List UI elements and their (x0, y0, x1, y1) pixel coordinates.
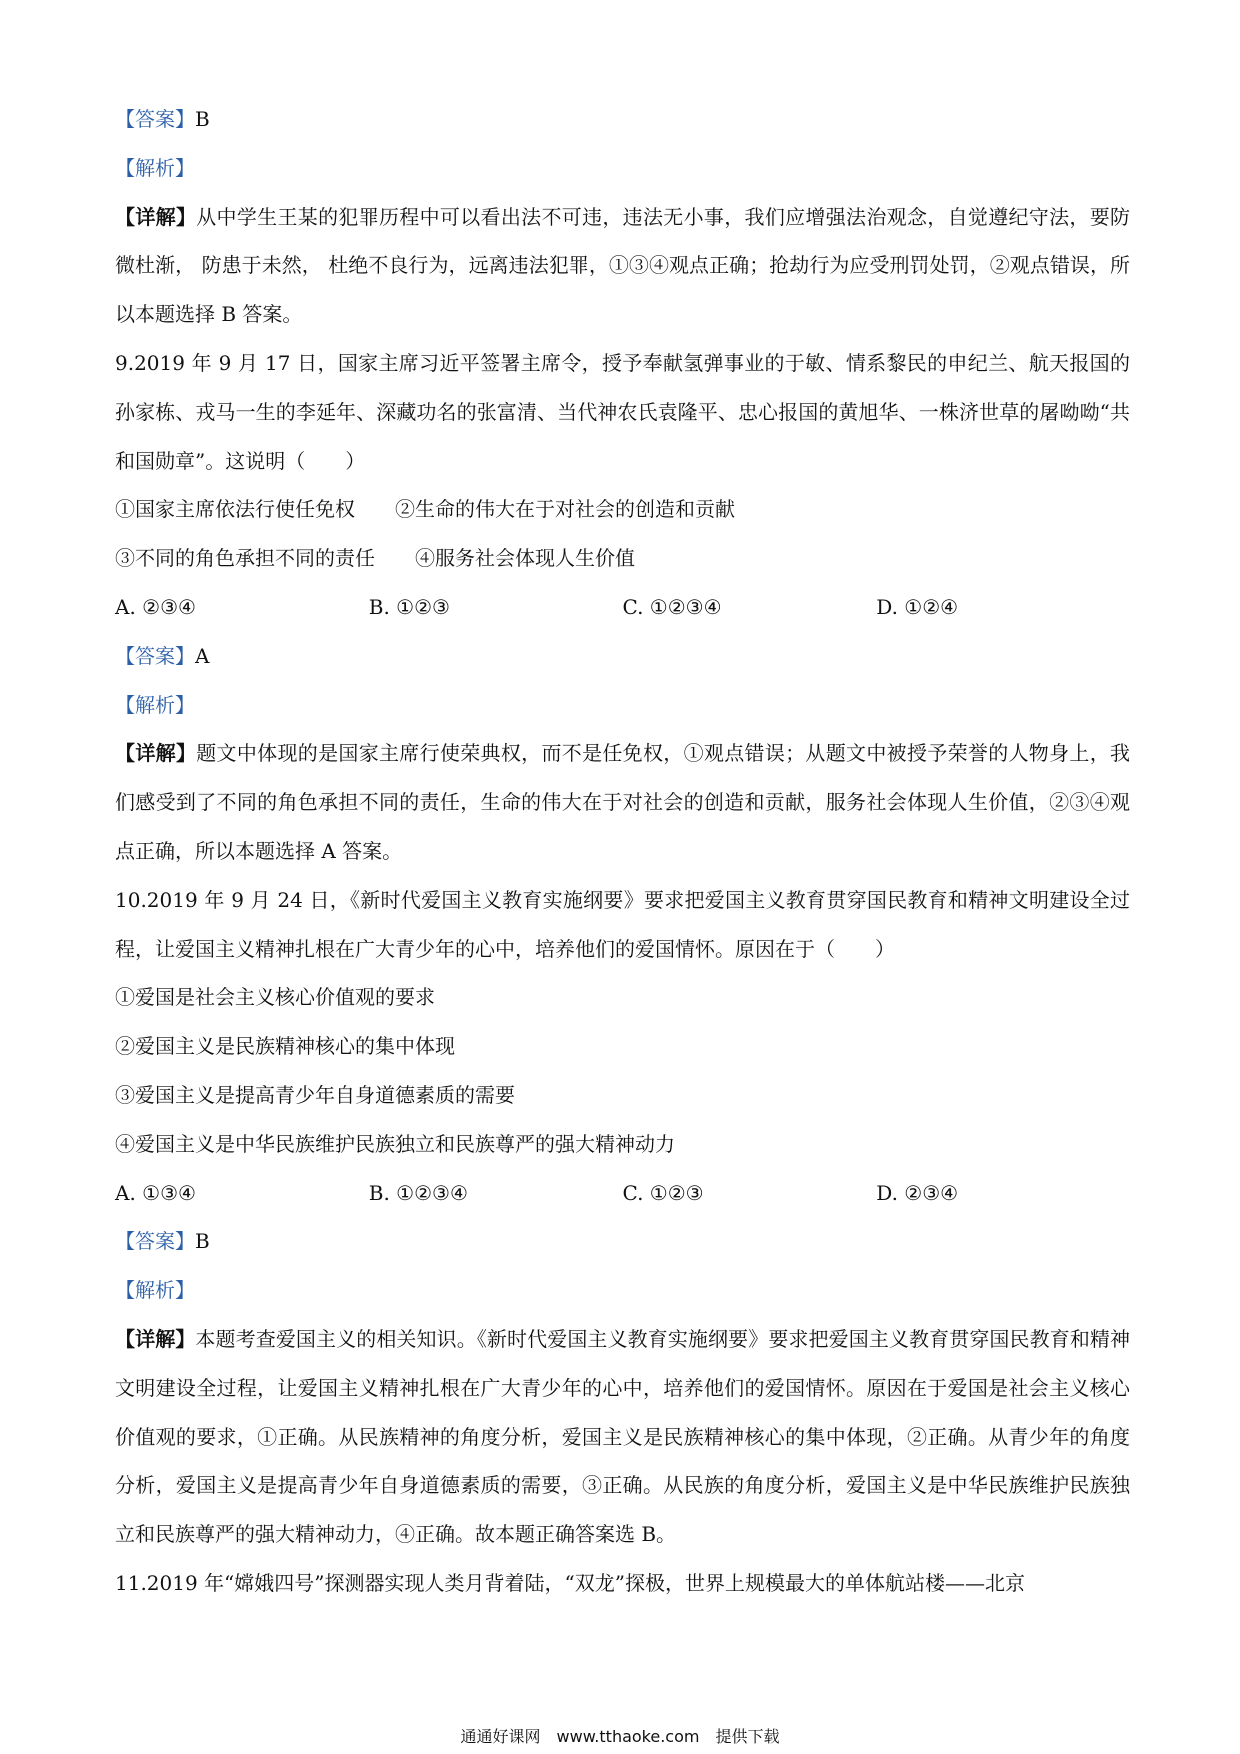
detail-text: 题文中体现的是国家主席行使荣典权，而不是任免权，①观点错误；从题文中被授予荣誉的人物身上，我们感受到了不同的角色承担不同的责任，生命的伟大在于对社会的创造和贡献，服务社会体现人生价值，②③④观点正确，所以本题选择 A 答案。 (115, 741, 1131, 863)
statement-line: ④爱国主义是中华民族维护民族独立和民族尊严的强大精神动力 (115, 1131, 675, 1156)
answer-line: 【答案】B (115, 107, 210, 131)
document-body (115, 95, 1130, 1608)
answer-options (115, 1169, 1130, 1218)
option-item: D. ①②④ (876, 594, 959, 619)
answer-line: 【答案】B (115, 1229, 210, 1254)
answer-value: B (195, 107, 210, 131)
analysis-label: 解析 (135, 692, 175, 717)
analysis-heading: 【解析】 (115, 155, 195, 180)
option-item: A. ①③④ (115, 1180, 196, 1205)
option-item: A. ②③④ (115, 594, 196, 619)
option-item: B. ①②③④ (368, 1180, 468, 1205)
answer-value: B (195, 1229, 210, 1254)
answer-label: 答案 (135, 643, 175, 668)
option-item: D. ②③④ (876, 1180, 959, 1205)
option-item: C. ①②③④ (622, 594, 722, 619)
detail-paragraph: 【详解】题文中体现的是国家主席行使荣典权，而不是任免权，①观点错误；从题文中被授予荣誉的人物身上，我们感受到了不同的角色承担不同的责任，生命的伟大在于对社会的创造和贡献，服务社会体现人生价值，②③④观点正确，所以本题选择 A 答案。 (115, 741, 1131, 863)
detail-text: 从中学生王某的犯罪历程中可以看出法不可违，违法无小事，我们应增强法治观念，自觉遵纪守法，要防微杜渐， 防患于未然， 杜绝不良行为，远离违法犯罪，①③④观点正确；抢劫行为应受刑罚处罚，②观点错误，所以本题选择 B 答案。 (115, 204, 1131, 327)
statement-line: ①国家主席依法行使任免权 ②生命的伟大在于对社会的创造和贡献 (115, 497, 735, 522)
detail-label: 详解 (135, 204, 176, 229)
page-footer: 通通好课网 www.tthaoke.com 提供下载 (460, 1727, 780, 1746)
answer-options (115, 583, 1130, 632)
statement-line: ①爱国是社会主义核心价值观的要求 (115, 985, 435, 1010)
analysis-heading: 【解析】 (115, 1278, 195, 1303)
answer-value: A (195, 643, 210, 668)
statement-line: ②爱国主义是民族精神核心的集中体现 (115, 1034, 455, 1059)
option-item: B. ①②③ (368, 594, 450, 619)
statement-line: ③爱国主义是提高青少年自身道德素质的需要 (115, 1082, 515, 1107)
analysis-heading: 【解析】 (115, 692, 195, 717)
option-item: C. ①②③ (622, 1180, 704, 1205)
analysis-label: 解析 (135, 1278, 175, 1303)
answer-label: 答案 (135, 107, 175, 131)
detail-label: 详解 (135, 741, 176, 766)
detail-label: 详解 (135, 1326, 176, 1351)
answer-line: 【答案】A (115, 643, 210, 668)
detail-text: 本题考查爱国主义的相关知识。《新时代爱国主义教育实施纲要》要求把爱国主义教育贯穿国民教育和精神文明建设全过程，让爱国主义精神扎根在广大青少年的心中，培养他们的爱国情怀。原因在于爱国是社会主义核心价值观的要求，①正确。从民族精神的角度分析，爱国主义是民族精神核心的集中体现，②正确。从青少年的角度分析，爱国主义是提高青少年自身道德素质的需要，③正确。从民族的角度分析，爱国主义是中华民族维护民族独立和民族尊严的强大精神动力，④正确。故本题正确答案选 B。 (115, 1326, 1131, 1547)
detail-paragraph: 【详解】本题考查爱国主义的相关知识。《新时代爱国主义教育实施纲要》要求把爱国主义教育贯穿国民教育和精神文明建设全过程，让爱国主义精神扎根在广大青少年的心中，培养他们的爱国情怀。原因在于爱国是社会主义核心价值观的要求，①正确。从民族精神的角度分析，爱国主义是民族精神核心的集中体现，②正确。从青少年的角度分析，爱国主义是提高青少年自身道德素质的需要，③正确。从民族的角度分析，爱国主义是中华民族维护民族独立和民族尊严的强大精神动力，④正确。故本题正确答案选 B。 (115, 1326, 1131, 1547)
question-stem: 9.2019 年 9 月 17 日，国家主席习近平签署主席令，授予奉献氢弹事业的于敏、情系黎民的申纪兰、航天报国的孙家栋、戎马一生的李延年、深藏功名的张富清、当代神农氏袁隆平、忠心报国的黄旭华、一株济世草的屠呦呦“共和国勋章”。这说明（ ） (115, 350, 1130, 473)
detail-paragraph: 【详解】从中学生王某的犯罪历程中可以看出法不可违，违法无小事，我们应增强法治观念，自觉遵纪守法，要防微杜渐， 防患于未然， 杜绝不良行为，远离违法犯罪，①③④观点正确；抢劫行为应受刑罚处罚，②观点错误，所以本题选择 B 答案。 (115, 204, 1131, 327)
answer-label: 答案 (135, 1229, 175, 1254)
analysis-label: 解析 (135, 155, 175, 180)
statement-line: ③不同的角色承担不同的责任 ④服务社会体现人生价值 (115, 546, 635, 571)
question-stem: 11.2019 年“嫦娥四号”探测器实现人类月背着陆，“双龙”探极，世界上规模最大的单体航站楼——北京 (115, 1570, 1025, 1595)
question-stem: 10.2019 年 9 月 24 日，《新时代爱国主义教育实施纲要》要求把爱国主义教育贯穿国民教育和精神文明建设全过程，让爱国主义精神扎根在广大青少年的心中，培养他们的爱国情怀。原因在于（ ） (115, 887, 1130, 961)
